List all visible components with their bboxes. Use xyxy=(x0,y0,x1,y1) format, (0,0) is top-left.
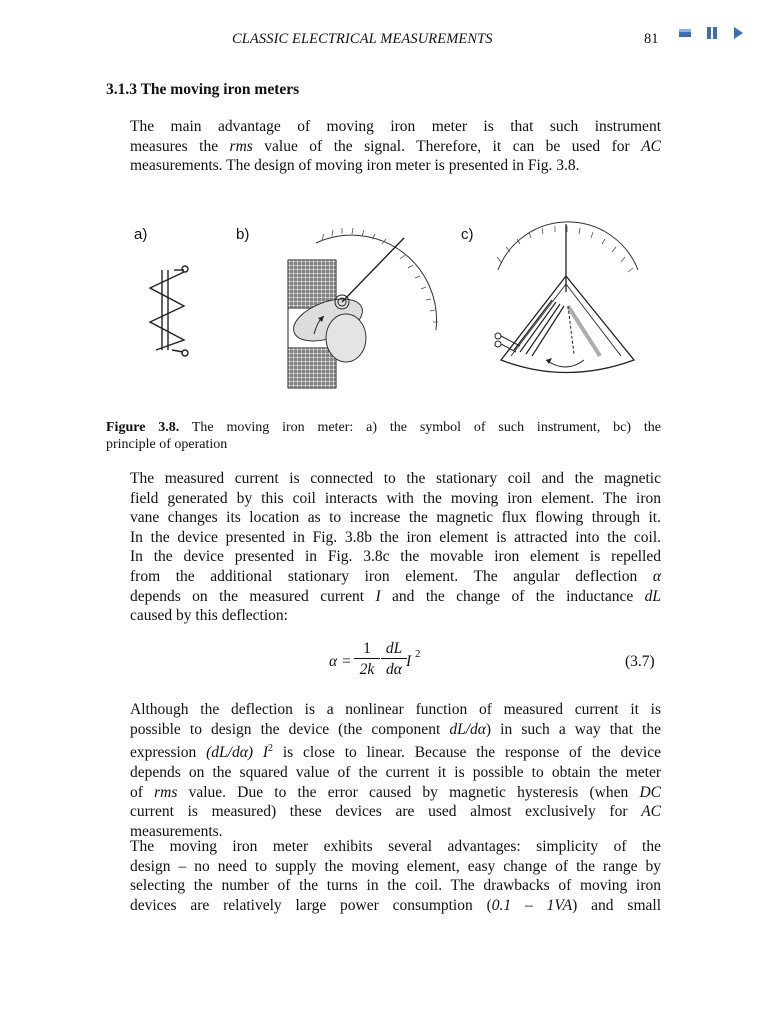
text-line xyxy=(106,606,661,626)
text-line xyxy=(106,547,661,567)
text-run: Although the deflection is a nonlinear function of measured current it is xyxy=(130,701,661,718)
paragraph-principle xyxy=(106,469,661,626)
text-run: measures the xyxy=(130,137,230,155)
text-run: In the device presented in Fig. 3.8b the iron element is attracted into the coil. xyxy=(130,528,661,546)
figure-label-a: a) xyxy=(134,226,148,243)
text-run: ) in such a way that the xyxy=(485,720,661,738)
paragraph-linearity xyxy=(106,700,661,841)
equation-variable: I xyxy=(406,653,412,670)
page-number: 81 xyxy=(644,31,659,47)
text-line xyxy=(106,156,661,176)
text-run: caused by this deflection: xyxy=(130,607,288,625)
text-run: ) and small xyxy=(572,896,661,914)
italic-term: DC xyxy=(639,783,661,801)
text-line xyxy=(106,857,661,877)
running-header xyxy=(0,31,768,51)
figure-label-c: c) xyxy=(461,226,474,243)
text-run: devices are relatively large power consumption ( xyxy=(130,896,492,914)
text-line xyxy=(106,117,661,137)
text-line xyxy=(106,720,661,740)
equation-exponent: 2 xyxy=(415,648,421,660)
fraction-denominator: 2k xyxy=(359,661,375,678)
text-run: value. Due to the error caused by magnetic hysteresis (when xyxy=(177,783,640,801)
text-line xyxy=(106,137,661,157)
text-run: measurements. xyxy=(130,822,223,840)
text-run: current is measured) these devices are used almost exclusively for xyxy=(130,803,642,821)
text-run: design – no need to supply the moving element, easy change of the range by xyxy=(130,857,661,875)
text-run: In the device presented in Fig. 3.8c the movable iron element is repelled xyxy=(130,548,661,566)
italic-term: (dL/dα) I xyxy=(206,744,269,762)
fraction-one-over-2k xyxy=(354,640,380,679)
text-line xyxy=(106,837,661,857)
text-line xyxy=(106,700,661,720)
paragraph-intro xyxy=(106,117,661,176)
text-run: expression xyxy=(130,744,207,762)
figure-caption xyxy=(106,419,661,453)
pause-icon[interactable] xyxy=(702,24,722,42)
text-run: depends on the measured current xyxy=(130,587,376,605)
italic-term: dL/dα xyxy=(449,720,486,738)
equation-number: (3.7) xyxy=(625,653,655,670)
text-run: field generated by this coil interacts with the moving iron element. The iron xyxy=(130,489,661,507)
text-line xyxy=(106,876,661,896)
moving-iron-symbol xyxy=(150,266,188,356)
text-run: from the additional stationary iron element. The angular deflection xyxy=(130,567,653,585)
text-run: is close to linear. Because the response of the device xyxy=(273,744,661,762)
first-page-icon[interactable] xyxy=(676,24,696,42)
text-run: of xyxy=(130,783,155,801)
attraction-type-drawing xyxy=(288,228,438,388)
paragraph-advantages xyxy=(106,837,661,915)
text-run: selecting the number of the turns in the coil. The drawbacks of moving iron xyxy=(130,877,661,895)
caption-text-line2: principle of operation xyxy=(106,437,228,452)
figure-drawing xyxy=(106,210,661,410)
text-run: possible to design the device (the component xyxy=(130,720,450,738)
text-line xyxy=(106,469,661,489)
text-line xyxy=(106,587,661,607)
italic-term: I xyxy=(375,587,381,605)
italic-term: 0.1 – 1VA xyxy=(491,896,573,914)
figure-3-8 xyxy=(106,210,661,410)
italic-term: AC xyxy=(641,803,661,821)
section-heading: 3.1.3 The moving iron meters xyxy=(106,81,300,98)
text-run: The measured current is connected to the stationary coil and the magnetic xyxy=(130,470,661,487)
text-line xyxy=(106,802,661,822)
caption-text-line1: The moving iron meter: a) the symbol of such instrument, bc) the xyxy=(179,420,662,435)
text-line xyxy=(106,508,661,528)
text-run: The main advantage of moving iron meter is that such instrument xyxy=(130,118,661,135)
text-run: depends on the squared value of the current it is possible to obtain the meter xyxy=(130,763,661,781)
fraction-dl-over-dalpha xyxy=(381,640,407,679)
italic-term: dL xyxy=(644,587,661,605)
equation-3-7 xyxy=(0,640,768,686)
equation-lhs: α = xyxy=(329,653,352,670)
text-run: and the change of the inductance xyxy=(380,587,645,605)
text-line xyxy=(106,763,661,783)
running-title: CLASSIC ELECTRICAL MEASUREMENTS xyxy=(232,31,493,47)
italic-term: rms xyxy=(229,137,253,155)
fraction-numerator: dL xyxy=(385,640,403,657)
text-line xyxy=(106,489,661,509)
next-page-icon[interactable] xyxy=(728,24,748,42)
text-run: measurements. The design of moving iron meter is presented in Fig. 3.8. xyxy=(130,157,580,175)
figure-label-b: b) xyxy=(236,226,250,243)
caption-label: Figure 3.8. xyxy=(106,420,180,435)
italic-term: rms xyxy=(154,783,178,801)
page-navigation xyxy=(676,24,748,42)
text-line xyxy=(106,528,661,548)
text-line xyxy=(106,567,661,587)
italic-term: AC xyxy=(641,137,661,155)
text-line xyxy=(106,783,661,803)
fraction-denominator: dα xyxy=(386,661,402,678)
text-run: value of the signal. Therefore, it can be used for xyxy=(252,137,642,155)
text-line xyxy=(106,896,661,916)
text-run: The moving iron meter exhibits several advantages: simplicity of the xyxy=(130,838,661,855)
repulsion-type-drawing xyxy=(495,222,638,373)
superscript: 2 xyxy=(268,743,274,755)
text-run: vane changes its location as to increase the magnetic flux flowing through it. xyxy=(130,509,661,527)
italic-term: α xyxy=(652,567,661,585)
text-line xyxy=(106,739,661,763)
fraction-numerator: 1 xyxy=(363,640,371,657)
